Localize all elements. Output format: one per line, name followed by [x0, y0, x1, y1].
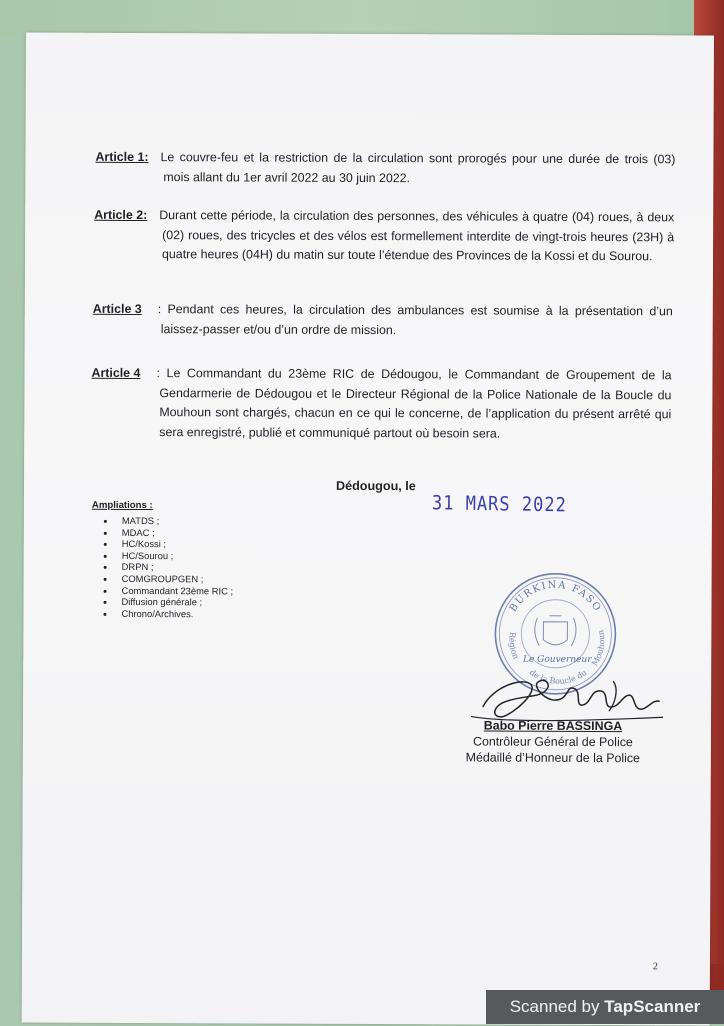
watermark-prefix: Scanned by	[509, 997, 600, 1016]
ampliations-list	[101, 515, 233, 620]
article-3-text: : Pendant ces heures, la circulation des ambulances est soumise à la présentation d’un laissez-passer et/ou d’un ordre de mission.	[157, 302, 673, 337]
coat-of-arms-icon	[535, 616, 576, 646]
list-item: HC/Kossi ;	[102, 538, 234, 550]
article-2-label: Article 2:	[94, 207, 148, 223]
article-4-label: Article 4	[91, 365, 141, 381]
list-item: MATDS ;	[102, 515, 234, 527]
background-top	[0, 0, 724, 36]
scanner-watermark	[486, 990, 724, 1024]
signer-title-1: Contrôleur Général de Police	[472, 734, 633, 750]
svg-text:Région	[507, 632, 520, 661]
seal-right-text: Mouhoun	[589, 629, 607, 668]
list-item: Diffusion générale ;	[101, 596, 233, 608]
document-page	[22, 32, 714, 1025]
seal-top-text: BURKINA FASO	[507, 579, 604, 615]
page-number: 2	[652, 961, 658, 973]
seal-center-text: Le Gouverneur	[522, 654, 592, 665]
article-1-text: Le couvre-feu et la restriction de la circulation sont prorogés pour une durée de trois (03) mois allant du 1er avril 2022 au 30 juin 2022.	[160, 150, 676, 185]
article-3	[93, 300, 673, 342]
list-item: DRPN ;	[102, 561, 234, 573]
date-stamp: 31 MARS 2022	[431, 491, 567, 518]
article-1	[95, 148, 675, 190]
article-4-text: : Le Commandant du 23ème RIC de Dédougou, le Commandant de Groupement de la Gendarmerie de Dédougou et le Directeur Régional de la Police Nationale de la Boucle du Mouhoun sont chargés, chacun en ce qui le concerne, de l’application du présent arrêté qui sera enregistré, publié et communiqué partout où besoin sera.	[156, 366, 672, 441]
list-item: HC/Sourou ;	[102, 550, 234, 562]
list-item: Commandant 23ème RIC ;	[102, 584, 234, 596]
seal-left-text: Région	[507, 631, 521, 661]
list-item: COMGROUPGEN ;	[102, 573, 234, 585]
list-item: MDAC ;	[102, 526, 234, 538]
signer-name: Babo Pierre BASSINGA	[483, 718, 623, 734]
list-item: Chrono/Archives.	[101, 608, 233, 620]
place-date-label: Dédougou, le	[335, 478, 416, 494]
article-2-text: Durant cette période, la circulation des personnes, des véhicules à quatre (04) roues, à deux (02) roues, des tricycles et des vélos est formellement interdite de vingt-trois heures (23H) à quatre heures (04H) du matin sur toute l’étendue des Provinces de la Kossi et du Sourou.	[159, 208, 675, 264]
article-3-label: Article 3	[92, 301, 142, 317]
signer-title-2: Médaillé d’Honneur de la Police	[465, 750, 640, 766]
article-4	[91, 364, 671, 445]
signer-block	[433, 717, 673, 766]
article-1-label: Article 1:	[95, 149, 149, 165]
article-2	[94, 206, 674, 267]
ampliations-title: Ampliations :	[91, 499, 153, 512]
seal-bottom-text: de la Boucle du	[527, 667, 589, 686]
watermark-brand: TapScanner	[604, 997, 701, 1016]
